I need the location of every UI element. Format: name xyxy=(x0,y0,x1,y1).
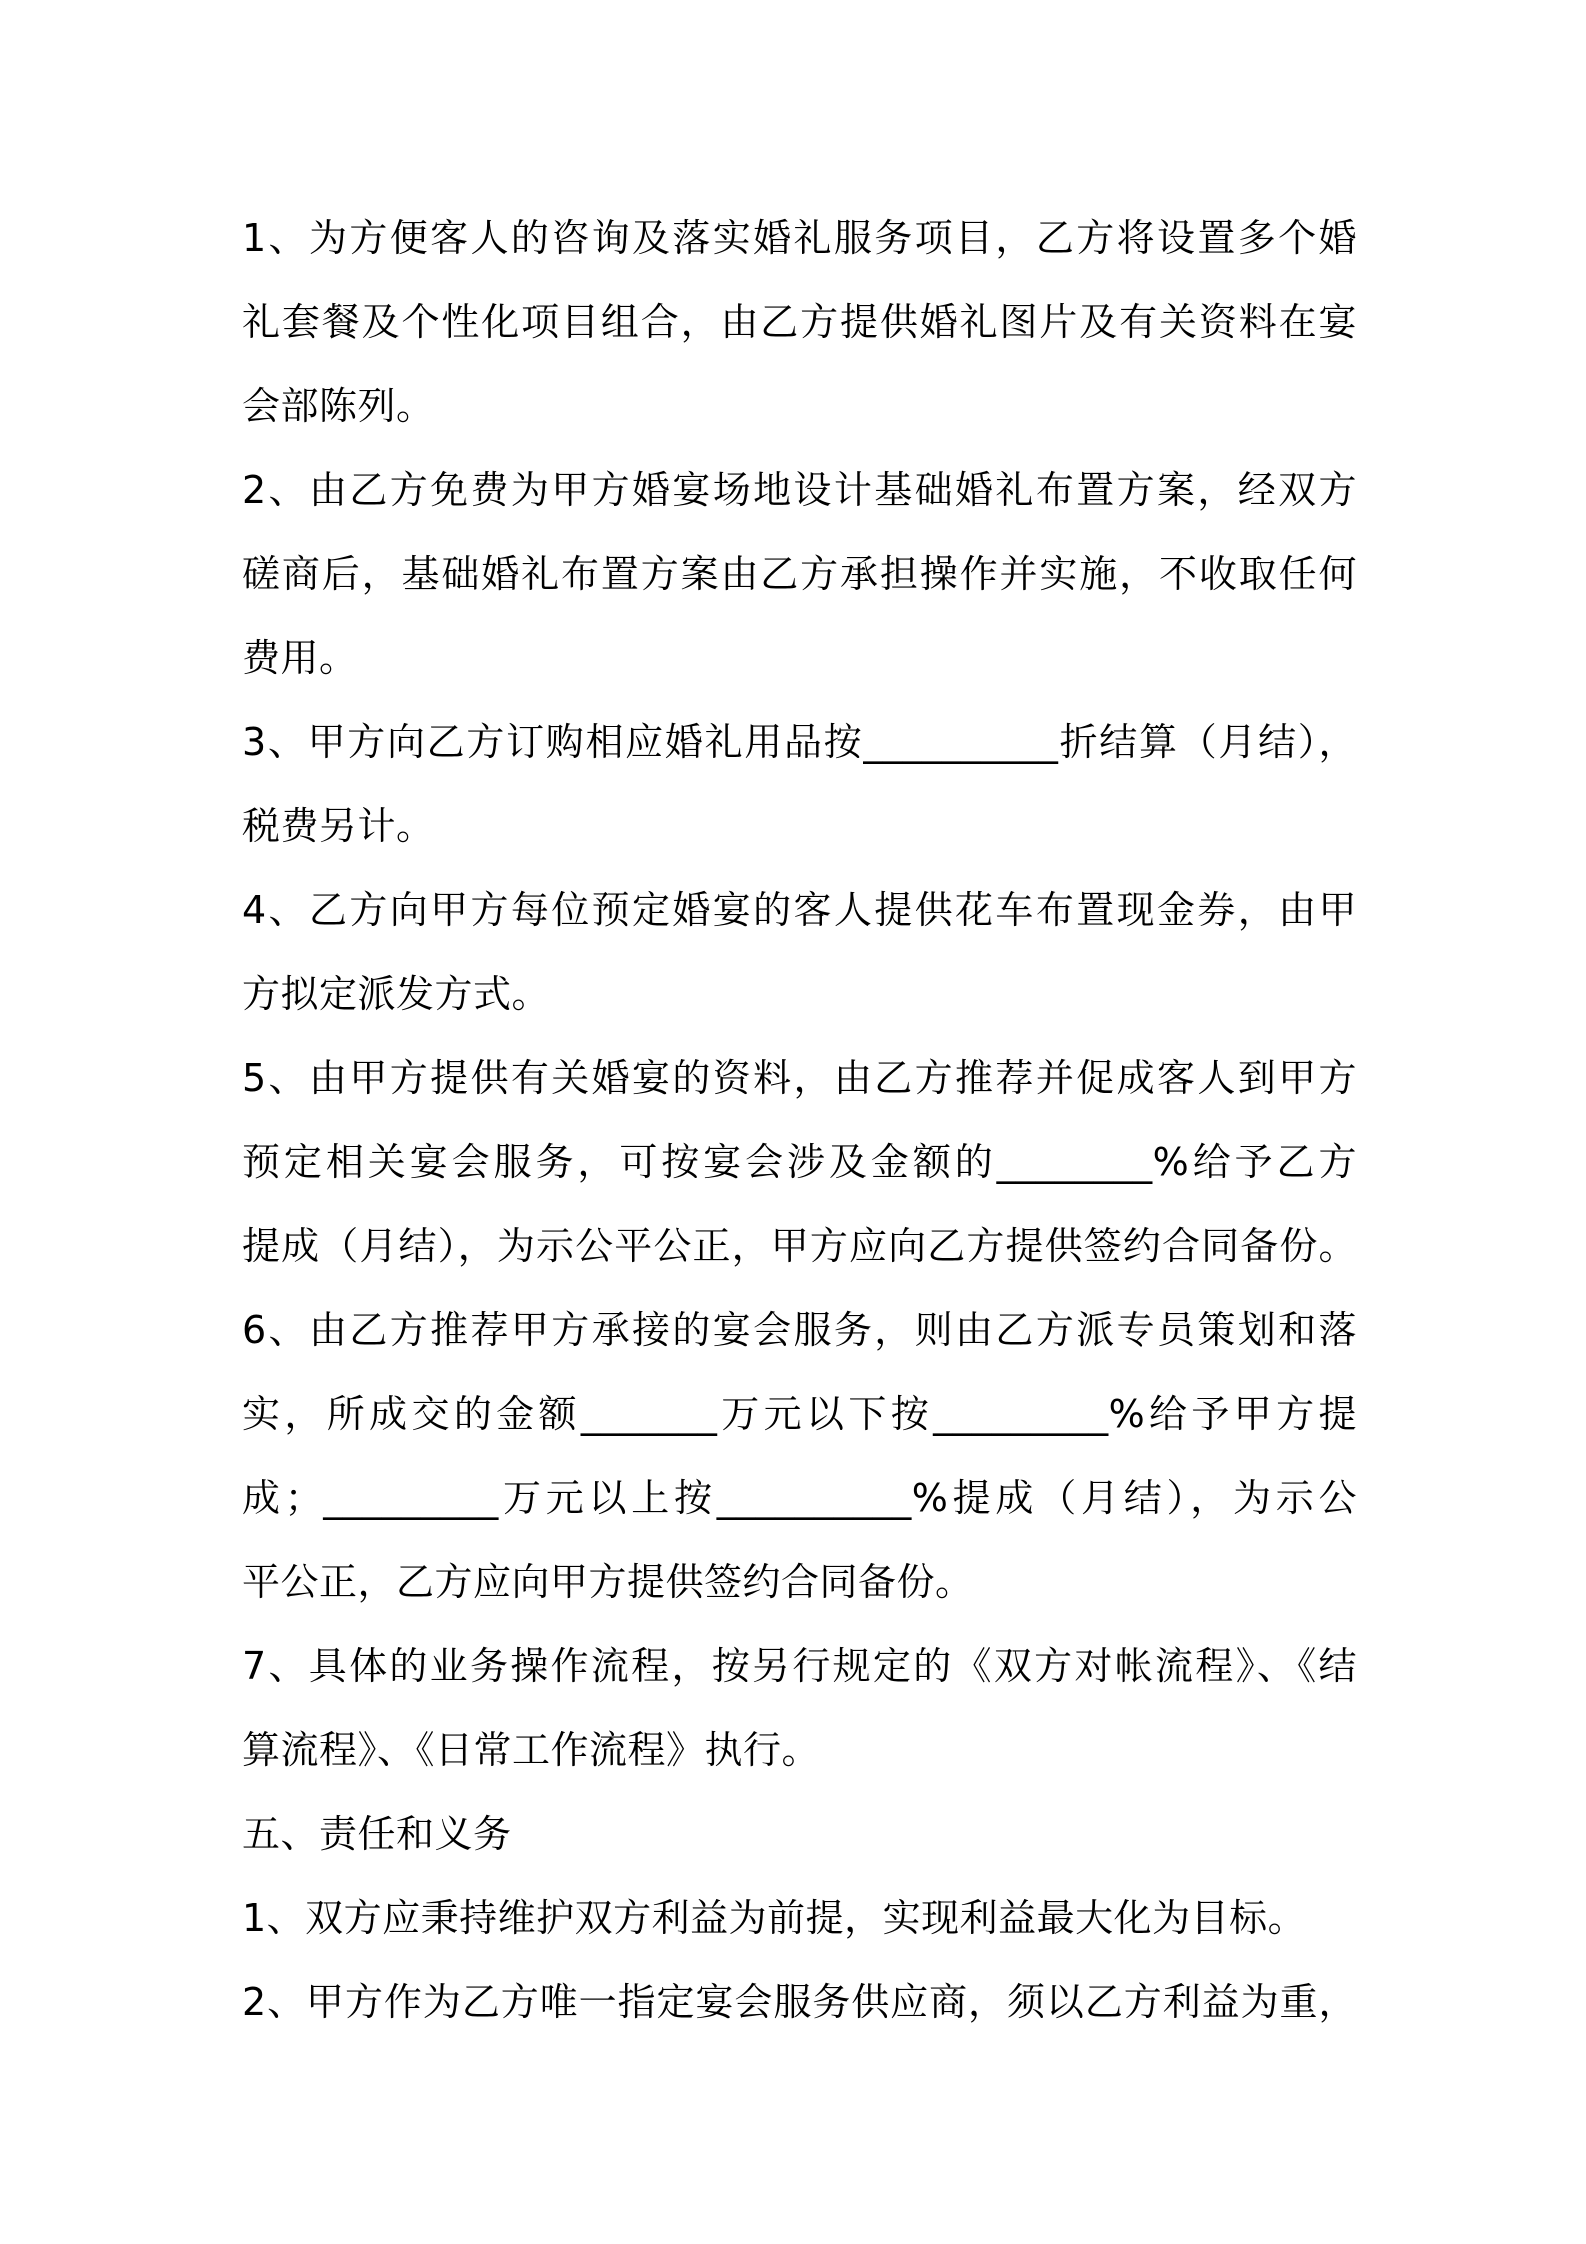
document-body xyxy=(242,196,1357,2044)
text-line: 成；_________万元以上按__________%提成（月结），为示公 xyxy=(242,1476,1357,1520)
text-line: 6、由乙方推荐甲方承接的宴会服务，则由乙方派专员策划和落 xyxy=(242,1308,1357,1352)
text-line: 2、由乙方免费为甲方婚宴场地设计基础婚礼布置方案，经双方 xyxy=(242,468,1357,512)
text-line: 预定相关宴会服务，可按宴会涉及金额的________%给予乙方 xyxy=(242,1140,1357,1184)
section-heading: 五、责任和义务 xyxy=(242,1812,512,1856)
text-line: 磋商后，基础婚礼布置方案由乙方承担操作并实施，不收取任何 xyxy=(242,552,1357,596)
text-line: 税费另计。 xyxy=(242,804,435,848)
text-line: 平公正，乙方应向甲方提供签约合同备份。 xyxy=(242,1560,974,1604)
text-line: 1、双方应秉持维护双方利益为前提，实现利益最大化为目标。 xyxy=(242,1896,1307,1940)
text-line: 4、乙方向甲方每位预定婚宴的客人提供花车布置现金券，由甲 xyxy=(242,888,1357,932)
text-line: 实，所成交的金额_______万元以下按_________%给予甲方提 xyxy=(242,1392,1357,1436)
text-line: 算流程》、《日常工作流程》执行。 xyxy=(242,1728,821,1772)
text-line: 7、具体的业务操作流程，按另行规定的《双方对帐流程》、《结 xyxy=(242,1644,1357,1688)
text-line: 费用。 xyxy=(242,636,358,680)
text-line: 方拟定派发方式。 xyxy=(242,972,551,1016)
text-line: 1、为方便客人的咨询及落实婚礼服务项目，乙方将设置多个婚 xyxy=(242,216,1357,260)
text-line: 礼套餐及个性化项目组合，由乙方提供婚礼图片及有关资料在宴 xyxy=(242,300,1357,344)
text-line: 3、甲方向乙方订购相应婚礼用品按__________折结算（月结）， xyxy=(242,720,1357,764)
text-line: 2、甲方作为乙方唯一指定宴会服务供应商，须以乙方利益为重， xyxy=(242,1980,1357,2024)
text-line: 会部陈列。 xyxy=(242,384,435,428)
text-line: 5、由甲方提供有关婚宴的资料，由乙方推荐并促成客人到甲方 xyxy=(242,1056,1357,1100)
text-line: 提成（月结），为示公平公正，甲方应向乙方提供签约合同备份。 xyxy=(242,1224,1357,1268)
